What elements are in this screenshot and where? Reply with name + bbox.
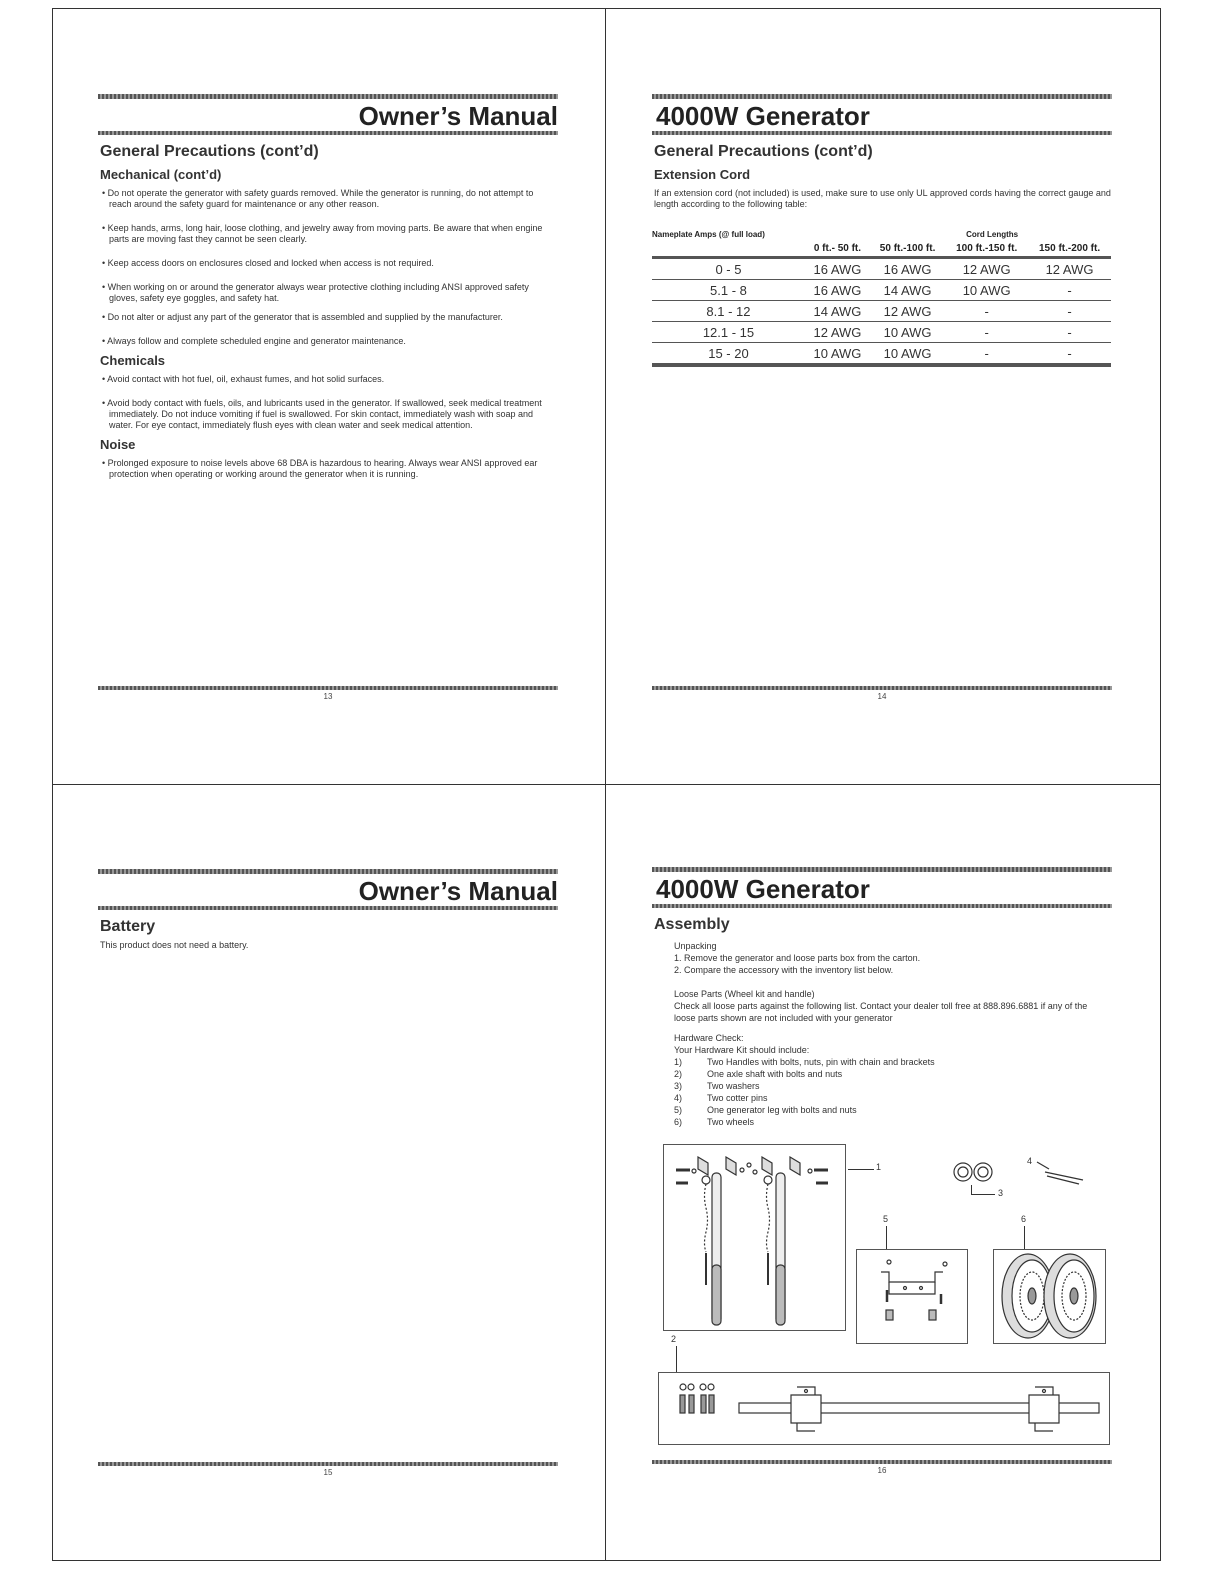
- page-number: 15: [323, 1468, 333, 1477]
- list-item: 1. Remove the generator and loose parts box from the carton.: [674, 953, 921, 963]
- axle-drawing: [659, 1373, 1109, 1444]
- section-title: General Precautions (cont’d): [100, 143, 319, 160]
- table-cell: 16 AWG: [805, 280, 870, 301]
- column-header: 0 ft.- 50 ft.: [805, 240, 870, 258]
- loose-parts-title: Loose Parts (Wheel kit and handle): [674, 989, 815, 999]
- subsection-title: Noise: [100, 437, 136, 452]
- list-item: • Do not operate the generator with safety guards removed. While the generator is running, do not attempt to reach around the safety guard for maintenance or any other reason.: [102, 188, 534, 209]
- item-text: One axle shaft with bolts and nuts: [707, 1069, 843, 1079]
- column-header: 150 ft.-200 ft.: [1028, 240, 1111, 258]
- list-item: • Avoid contact with hot fuel, oil, exhaust fumes, and hot solid surfaces.: [102, 374, 385, 384]
- nameplate-amps-header: Nameplate Amps (@ full load): [652, 229, 765, 239]
- callout-line: [1024, 1226, 1025, 1249]
- table-cell: 12 AWG: [805, 322, 870, 343]
- section-title: Battery: [100, 918, 156, 935]
- header-rule: [98, 906, 558, 910]
- table-cell: -: [945, 301, 1028, 322]
- chemicals-list: [98, 374, 558, 431]
- footer-rule: [98, 1462, 558, 1466]
- page-14: [652, 94, 1112, 367]
- header-rule: [652, 131, 1112, 135]
- list-item: 2. Compare the accessory with the inventory list below.: [674, 965, 894, 975]
- item-number: 5): [674, 1105, 683, 1115]
- page-15-footer: [98, 1462, 558, 1477]
- cotter-pins-drawing: [1035, 1158, 1087, 1188]
- table-cell: 12 AWG: [870, 301, 945, 322]
- table-cell: -: [1028, 301, 1111, 322]
- page-header-title: 4000W Generator: [656, 874, 870, 904]
- table-cell: 12 AWG: [1028, 258, 1111, 280]
- table-cell: 10 AWG: [945, 280, 1028, 301]
- callout-6: 6: [1021, 1214, 1027, 1224]
- parts-illustration: [655, 1140, 1115, 1450]
- hardware-list: [674, 1056, 1112, 1128]
- cord-lengths-header: Cord Lengths: [966, 229, 1019, 239]
- leg-drawing: [857, 1250, 967, 1343]
- unpacking-title: Unpacking: [674, 941, 717, 951]
- table-cell: 16 AWG: [870, 258, 945, 280]
- list-item: [674, 1092, 1112, 1104]
- list-item: [674, 1104, 1112, 1116]
- page-header-title: 4000W Generator: [656, 101, 870, 131]
- item-number: 4): [674, 1093, 683, 1103]
- header-rule: [98, 94, 558, 99]
- table-row: [652, 322, 1111, 343]
- table-cell: 14 AWG: [805, 301, 870, 322]
- page-16: [652, 867, 1112, 1128]
- table-cell: 10 AWG: [870, 322, 945, 343]
- item-text: Two wheels: [707, 1117, 755, 1127]
- callout-3: 3: [998, 1188, 1004, 1198]
- footer-rule: [652, 1460, 1112, 1464]
- table-cell: -: [945, 343, 1028, 366]
- list-item: • Keep hands, arms, long hair, loose clothing, and jewelry away from moving parts. Be aware that when engine parts are moving fast they cannot be seen clearly.: [102, 223, 543, 244]
- item-text: Two washers: [707, 1081, 760, 1091]
- list-item: • When working on or around the generator always wear protective clothing including ANSI approved safety gloves, safety eye goggles, and safety hat.: [102, 282, 529, 303]
- subsection-title: Chemicals: [100, 353, 166, 368]
- header-rule: [98, 131, 558, 135]
- page-number: 14: [877, 692, 887, 701]
- page-14-footer: [652, 686, 1112, 701]
- table-cell: 15 - 20: [652, 343, 805, 366]
- item-text: One generator leg with bolts and nuts: [707, 1105, 857, 1115]
- page-number: 13: [323, 692, 333, 701]
- assembly-text: [652, 940, 1112, 1128]
- list-item: [674, 1116, 1112, 1128]
- table-cell: 10 AWG: [805, 343, 870, 366]
- item-number: 2): [674, 1069, 683, 1079]
- page-number: 16: [877, 1466, 887, 1475]
- page-13-footer: [98, 686, 558, 701]
- table-cell: 12 AWG: [945, 258, 1028, 280]
- washers-drawing: [951, 1160, 999, 1186]
- table-row: [652, 301, 1111, 322]
- item-number: 6): [674, 1117, 683, 1127]
- page-divider-horizontal: [52, 784, 1161, 785]
- page-16-footer: [652, 1460, 1112, 1475]
- hardware-check-title: Hardware Check:: [674, 1033, 744, 1043]
- callout-line: [971, 1185, 972, 1194]
- subsection-title: Mechanical (cont’d): [100, 167, 222, 182]
- list-item: • Always follow and complete scheduled engine and generator maintenance.: [102, 336, 406, 346]
- section-title: Assembly: [654, 916, 730, 933]
- callout-line: [848, 1169, 874, 1170]
- loose-parts-text: Check all loose parts against the following list. Contact your dealer toll free at 888.896.6881 if any of the loose parts shown are not included with your generator: [674, 1001, 1088, 1023]
- table-cell: -: [1028, 343, 1111, 366]
- table-cell: 12.1 - 15: [652, 322, 805, 343]
- header-rule: [652, 867, 1112, 872]
- leg-box: [856, 1249, 968, 1344]
- table-cell: -: [1028, 280, 1111, 301]
- item-text: Two Handles with bolts, nuts, pin with chain and brackets: [707, 1057, 935, 1067]
- axle-box: [658, 1372, 1110, 1445]
- wheels-drawing: [994, 1250, 1105, 1343]
- callout-4: 4: [1027, 1156, 1033, 1166]
- intro-text: If an extension cord (not included) is used, make sure to use only UL approved cords having the correct gauge and length according to the following table:: [654, 188, 1111, 209]
- table-row: [652, 280, 1111, 301]
- list-item: • Do not alter or adjust any part of the generator that is assembled and supplied by the manufacturer.: [102, 312, 503, 322]
- table-cell: 5.1 - 8: [652, 280, 805, 301]
- callout-1: 1: [876, 1162, 882, 1172]
- list-item: [674, 1080, 1112, 1092]
- callout-2: 2: [671, 1334, 677, 1344]
- subsection-title: Extension Cord: [654, 167, 751, 182]
- column-header: 50 ft.-100 ft.: [870, 240, 945, 258]
- list-item: • Keep access doors on enclosures closed and locked when access is not required.: [102, 258, 434, 268]
- page-15: [98, 869, 558, 959]
- extension-cord-table: [652, 228, 1111, 367]
- header-rule: [98, 869, 558, 874]
- mechanical-list: [98, 188, 558, 347]
- page-header-title: Owner’s Manual: [358, 101, 558, 131]
- header-rule: [652, 904, 1112, 908]
- page-13: [98, 94, 558, 493]
- table-cell: 10 AWG: [870, 343, 945, 366]
- section-title: General Precautions (cont’d): [654, 143, 873, 160]
- item-text: Two cotter pins: [707, 1093, 768, 1103]
- callout-line: [676, 1346, 677, 1372]
- table-cell: 14 AWG: [870, 280, 945, 301]
- table-row: [652, 343, 1111, 366]
- table-row: [652, 258, 1111, 280]
- hardware-intro: Your Hardware Kit should include:: [674, 1045, 810, 1055]
- list-item: [674, 1056, 1112, 1068]
- page-header-title: Owner’s Manual: [358, 876, 558, 906]
- footer-rule: [98, 686, 558, 690]
- callout-5: 5: [883, 1214, 889, 1224]
- list-item: • Avoid body contact with fuels, oils, and lubricants used in the generator. If swallowed, seek medical treatment immediately. Do not induce vomiting if fuel is swallowed. For skin contact, immediately wash with soap and water. For eye contact, immediately flush eyes with clean water and seek medical attention.: [102, 398, 542, 430]
- column-header: 100 ft.-150 ft.: [945, 240, 1028, 258]
- handles-box: [663, 1144, 846, 1331]
- table-cell: -: [945, 322, 1028, 343]
- item-number: 1): [674, 1057, 683, 1067]
- callout-line: [971, 1194, 995, 1195]
- handles-drawing: [664, 1145, 845, 1330]
- list-item: • Prolonged exposure to noise levels above 68 DBA is hazardous to hearing. Always wear ANSI approved ear protection when operating or working around the generator when it is running.: [102, 458, 538, 479]
- table-cell: 16 AWG: [805, 258, 870, 280]
- header-rule: [652, 94, 1112, 99]
- callout-line: [886, 1226, 887, 1249]
- wheels-box: [993, 1249, 1106, 1344]
- table-cell: -: [1028, 322, 1111, 343]
- footer-rule: [652, 686, 1112, 690]
- list-item: [674, 1068, 1112, 1080]
- item-number: 3): [674, 1081, 683, 1091]
- table-cell: 8.1 - 12: [652, 301, 805, 322]
- battery-text: This product does not need a battery.: [100, 940, 249, 950]
- table-cell: 0 - 5: [652, 258, 805, 280]
